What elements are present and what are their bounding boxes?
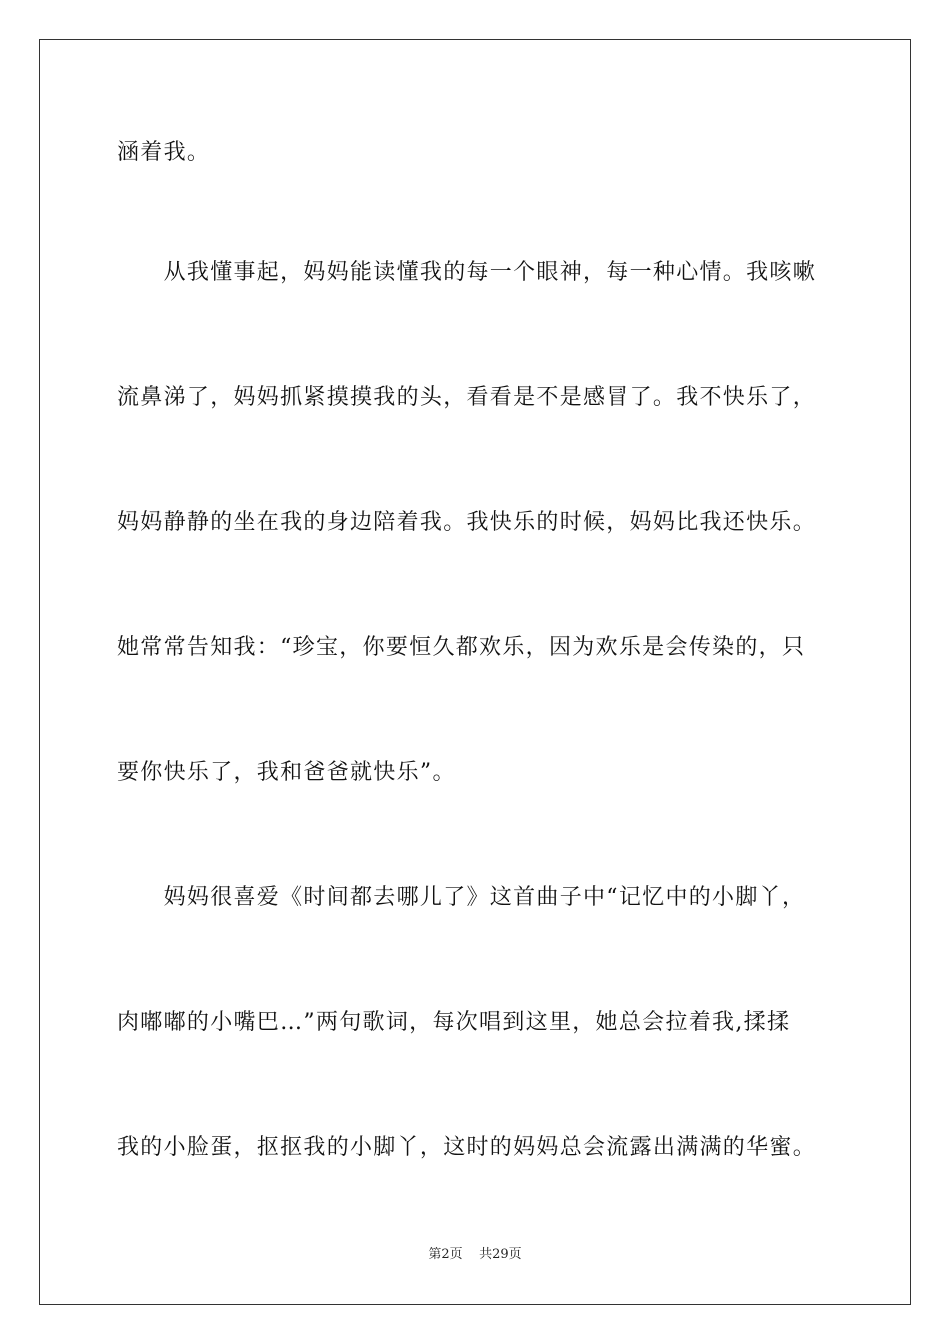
text-line: 从我懂事起，妈妈能读懂我的每一个眼神，每一种心情。我咳嗽 [117, 260, 817, 285]
text-line: 流鼻涕了，妈妈抓紧摸摸我的头，看看是不是感冒了。我不快乐了， [117, 385, 817, 410]
text-line: 肉嘟嘟的小嘴巴…”两句歌词，每次唱到这里，她总会拉着我,揉揉 [117, 1010, 791, 1035]
text-line: 她常常告知我：“珍宝，你要恒久都欢乐，因为欢乐是会传染的，只 [117, 635, 806, 660]
text-line: 要你快乐了，我和爸爸就快乐”。 [117, 760, 456, 785]
text-line: 涵着我。 [117, 140, 211, 165]
text-line: 妈妈很喜爱《时间都去哪儿了》这首曲子中“记忆中的小脚丫， [117, 885, 806, 910]
text-line: 我的小脸蛋，抠抠我的小脚丫，这时的妈妈总会流露出满满的华蜜。 [117, 1135, 817, 1160]
page-number: 第2页 [428, 1247, 463, 1262]
text-line: 妈妈静静的坐在我的身边陪着我。我快乐的时候，妈妈比我还快乐。 [117, 510, 817, 535]
page-footer [0, 1246, 950, 1264]
page-total: 共29页 [479, 1247, 522, 1262]
page-border [39, 39, 911, 1305]
